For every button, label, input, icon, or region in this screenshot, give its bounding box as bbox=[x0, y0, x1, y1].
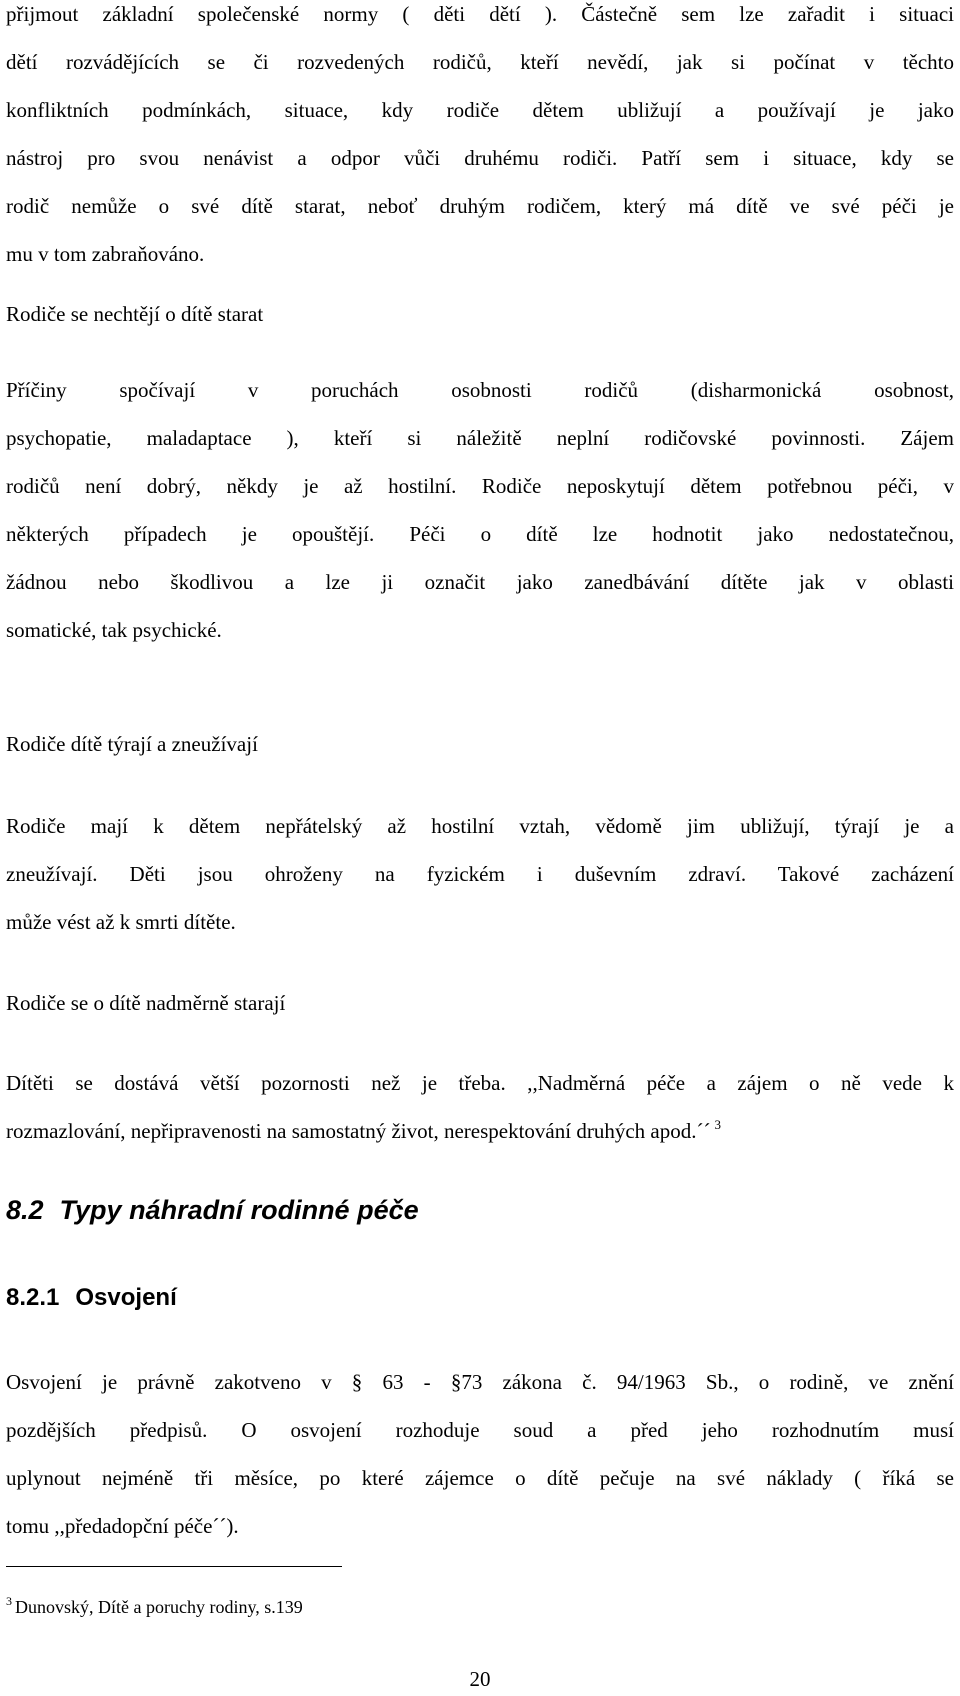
text-line: mu v tom zabraňováno. bbox=[6, 242, 205, 266]
text-line: přijmout základní společenské normy ( děti dětí ). Částečně sem lze zařadit i situaci bbox=[6, 2, 954, 26]
paragraph-adoption bbox=[6, 1358, 954, 1550]
heading-title: Osvojení bbox=[75, 1284, 177, 1311]
footnote-number: 3 bbox=[6, 1594, 12, 1608]
paragraph-neglect bbox=[6, 366, 954, 654]
text-line: Příčiny spočívají v poruchách osobnosti rodičů (disharmonická osobnost, bbox=[6, 378, 954, 402]
text-line: zneužívají. Děti jsou ohroženy na fyzickém i duševním zdraví. Takové zacházení bbox=[6, 862, 954, 886]
text-line: Rodiče mají k dětem nepřátelský až hostilní vztah, vědomě jim ubližují, týrají je a bbox=[6, 814, 954, 838]
footnote-reference: 3 bbox=[714, 1117, 721, 1132]
text-line: rodič nemůže o své dítě starat, neboť druhým rodičem, který má dítě ve své péči je bbox=[6, 194, 954, 218]
text-line: některých případech je opouštějí. Péči o dítě lze hodnotit jako nedostatečnou, bbox=[6, 522, 954, 546]
text-line: Dítěti se dostává větší pozornosti než je třeba. ,,Nadměrná péče a zájem o ně vede k bbox=[6, 1071, 954, 1095]
heading-number: 8.2.1 bbox=[6, 1284, 60, 1311]
page-number: 20 bbox=[469, 1667, 491, 1691]
text-line-content: rozmazlování, nepřipravenosti na samostatný život, nerespektování druhých apod.´´ bbox=[6, 1119, 711, 1143]
text-line: psychopatie, maladaptace ), kteří si náležitě neplní rodičovské povinnosti. Zájem bbox=[6, 426, 954, 450]
text-line: tomu ,,předadopční péče´´). bbox=[6, 1514, 239, 1538]
text-line: může vést až k smrti dítěte. bbox=[6, 910, 236, 934]
text-line: uplynout nejméně tři měsíce, po které zájemce o dítě pečuje na své náklady ( říká se bbox=[6, 1466, 954, 1490]
footnote bbox=[6, 1592, 303, 1624]
section-title-abuse: Rodiče dítě týrají a zneužívají bbox=[6, 732, 258, 756]
footnote-text: Dunovský, Dítě a poruchy rodiny, s.139 bbox=[15, 1597, 303, 1617]
paragraph-intro bbox=[6, 0, 954, 278]
text-line: žádnou nebo škodlivou a lze ji označit jako zanedbávání dítěte jak v oblasti bbox=[6, 570, 954, 594]
section-title-neglect: Rodiče se nechtějí o dítě starat bbox=[6, 302, 264, 326]
heading-title: Typy náhradní rodinné péče bbox=[59, 1195, 419, 1225]
text-line: nástroj pro svou nenávist a odpor vůči druhému rodiči. Patří sem i situace, kdy se bbox=[6, 146, 954, 170]
text-line: Osvojení je právně zakotveno v § 63 - §73 zákona č. 94/1963 Sb., o rodině, ve znění bbox=[6, 1370, 954, 1394]
section-title-overcare: Rodiče se o dítě nadměrně starají bbox=[6, 991, 286, 1015]
text-line: konfliktních podmínkách, situace, kdy rodiče dětem ubližují a používají je jako bbox=[6, 98, 954, 122]
paragraph-overcare bbox=[6, 1059, 954, 1155]
text-line bbox=[6, 1107, 954, 1155]
heading-number: 8.2 bbox=[6, 1195, 44, 1225]
heading-section-8-2-1 bbox=[6, 1278, 177, 1318]
text-line: somatické, tak psychické. bbox=[6, 618, 222, 642]
text-line: pozdějších předpisů. O osvojení rozhoduje soud a před jeho rozhodnutím musí bbox=[6, 1418, 954, 1442]
paragraph-abuse bbox=[6, 802, 954, 946]
text-line: rodičů není dobrý, někdy je až hostilní. Rodiče neposkytují dětem potřebnou péči, v bbox=[6, 474, 954, 498]
footnote-divider bbox=[6, 1566, 342, 1567]
text-line: dětí rozvádějících se či rozvedených rodičů, kteří nevědí, jak si počínat v těchto bbox=[6, 50, 954, 74]
heading-section-8-2 bbox=[6, 1190, 419, 1230]
